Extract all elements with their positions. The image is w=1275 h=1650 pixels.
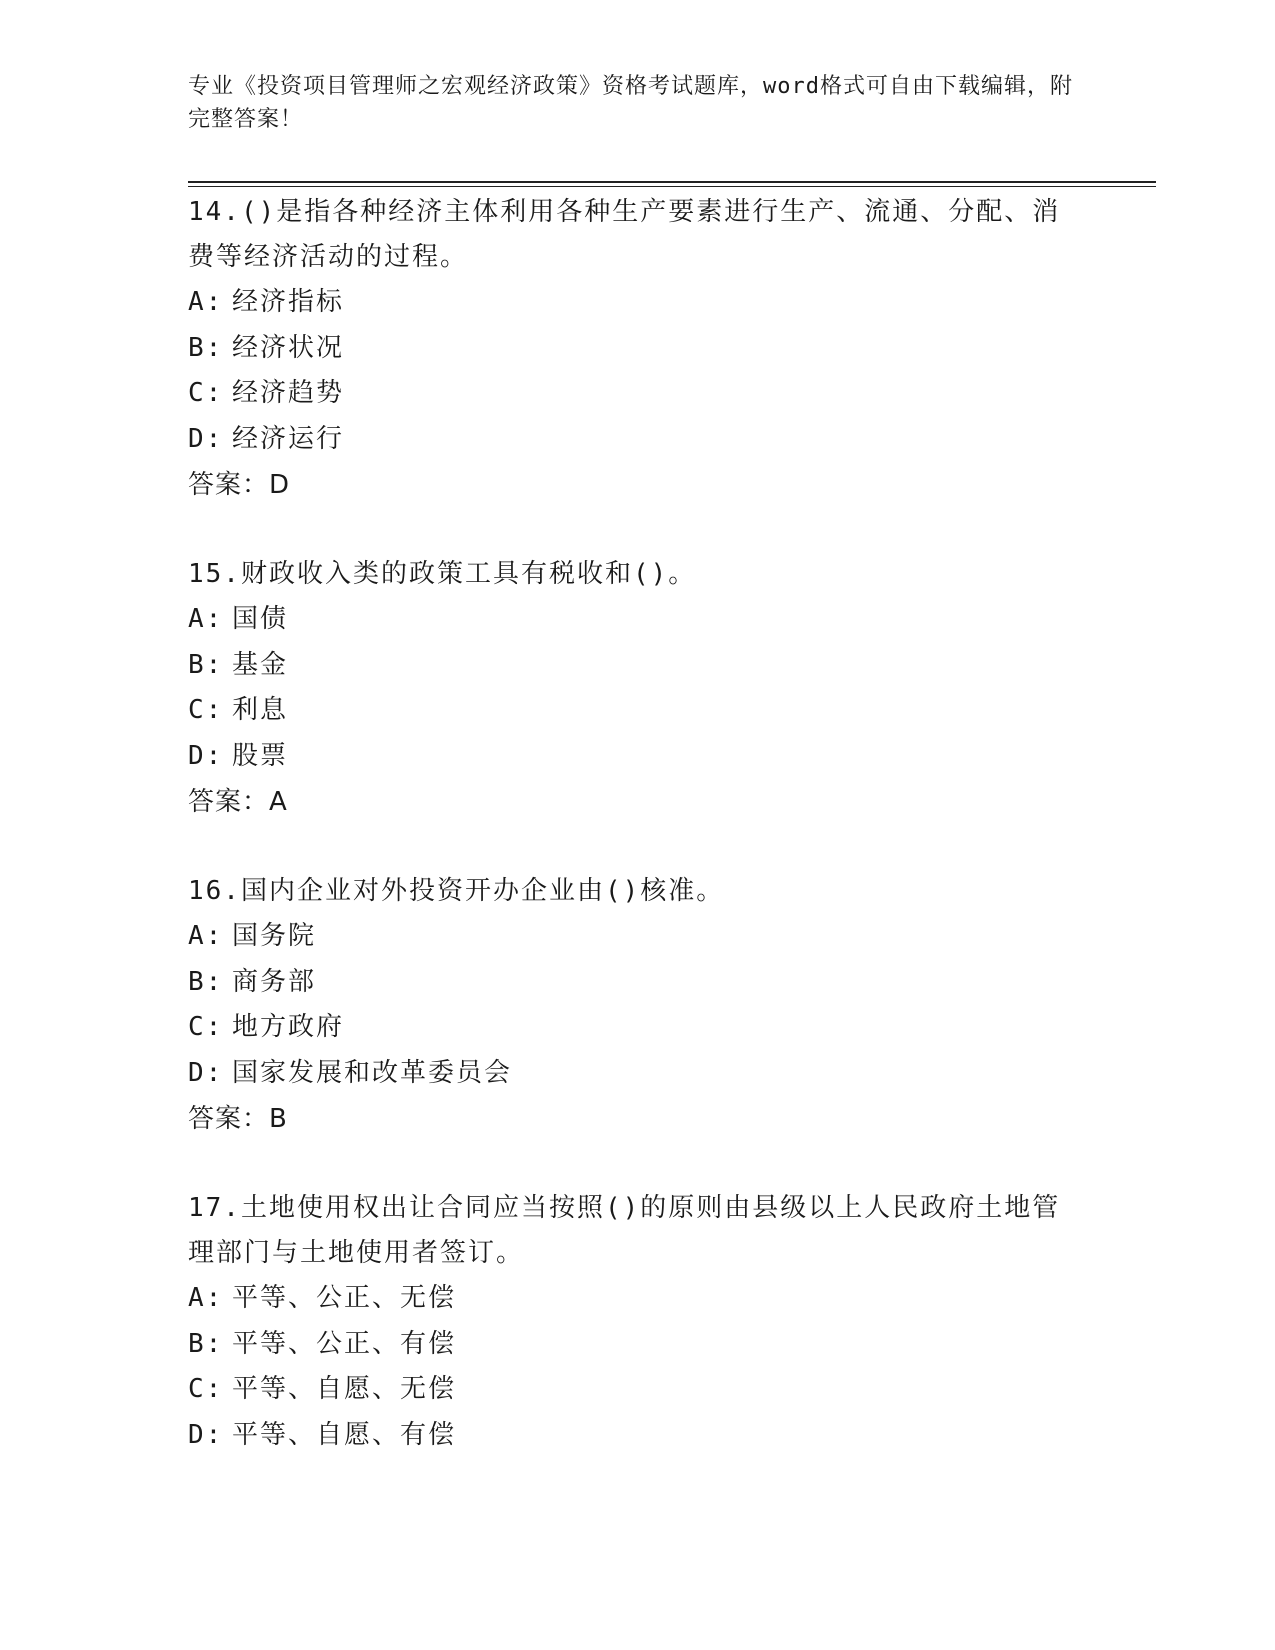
option-key: C: — [188, 1374, 224, 1404]
option-text: 平等、公正、有偿 — [232, 1328, 457, 1359]
question-14 — [188, 190, 1088, 508]
option-key: D: — [188, 1419, 224, 1450]
option-b — [188, 1322, 1088, 1368]
option-text: 平等、公正、无偿 — [232, 1283, 457, 1313]
question-spacer — [188, 825, 1088, 869]
option-text: 利息 — [232, 695, 289, 725]
option-text: 商务部 — [232, 966, 317, 997]
option-c — [188, 1367, 1088, 1413]
option-b — [188, 643, 1088, 689]
option-key: A: — [188, 604, 224, 634]
option-a — [188, 280, 1088, 326]
option-text: 经济状况 — [232, 332, 345, 363]
option-c — [188, 688, 1088, 734]
header-divider-thick — [188, 181, 1156, 183]
option-key: B: — [188, 649, 224, 680]
document-header: 专业《投资项目管理师之宏观经济政策》资格考试题库，word格式可自由下载编辑，附完整答案！ — [188, 74, 1073, 132]
option-d — [188, 1051, 1088, 1097]
question-stem: 14.()是指各种经济主体利用各种生产要素进行生产、流通、分配、消费等经济活动的过程。 — [188, 197, 1061, 272]
option-key: B: — [188, 332, 224, 363]
option-text: 经济运行 — [232, 423, 345, 454]
question-stem: 16.国内企业对外投资开办企业由()核准。 — [188, 876, 725, 906]
question-spacer — [188, 1142, 1088, 1186]
option-key: C: — [188, 378, 224, 408]
option-key: A: — [188, 1283, 224, 1313]
question-stem: 17.土地使用权出让合同应当按照()的原则由县级以上人民政府土地管理部门与土地使用者签订。 — [188, 1193, 1061, 1268]
option-text: 地方政府 — [232, 1012, 345, 1042]
option-d — [188, 1413, 1088, 1459]
option-key: C: — [188, 1012, 224, 1042]
option-b — [188, 960, 1088, 1006]
option-key: A: — [188, 287, 224, 317]
answer-line: 答案：D — [188, 470, 291, 500]
option-text: 经济趋势 — [232, 378, 345, 408]
option-text: 国债 — [232, 604, 289, 634]
header-divider-thin — [188, 186, 1156, 187]
option-d — [188, 417, 1088, 463]
option-a — [188, 1276, 1088, 1322]
question-16 — [188, 869, 1088, 1142]
question-list — [188, 190, 1088, 1458]
option-key: C: — [188, 695, 224, 725]
option-b — [188, 326, 1088, 372]
option-a — [188, 597, 1088, 643]
option-key: D: — [188, 740, 224, 771]
question-spacer — [188, 508, 1088, 552]
option-text: 国家发展和改革委员会 — [232, 1057, 513, 1088]
option-key: B: — [188, 1328, 224, 1359]
option-text: 基金 — [232, 649, 289, 680]
option-text: 股票 — [232, 740, 289, 771]
option-a — [188, 914, 1088, 960]
option-text: 平等、自愿、有偿 — [232, 1419, 457, 1450]
option-text: 经济指标 — [232, 287, 345, 317]
answer-line: 答案：B — [188, 1104, 288, 1134]
question-15 — [188, 552, 1088, 825]
option-key: D: — [188, 1057, 224, 1088]
option-c — [188, 371, 1088, 417]
option-key: B: — [188, 966, 224, 997]
answer-line: 答案：A — [188, 787, 288, 817]
question-stem: 15.财政收入类的政策工具有税收和()。 — [188, 559, 697, 589]
option-c — [188, 1005, 1088, 1051]
option-text: 国务院 — [232, 921, 317, 951]
option-d — [188, 734, 1088, 780]
question-17 — [188, 1186, 1088, 1458]
option-key: D: — [188, 423, 224, 454]
option-key: A: — [188, 921, 224, 951]
option-text: 平等、自愿、无偿 — [232, 1374, 457, 1404]
